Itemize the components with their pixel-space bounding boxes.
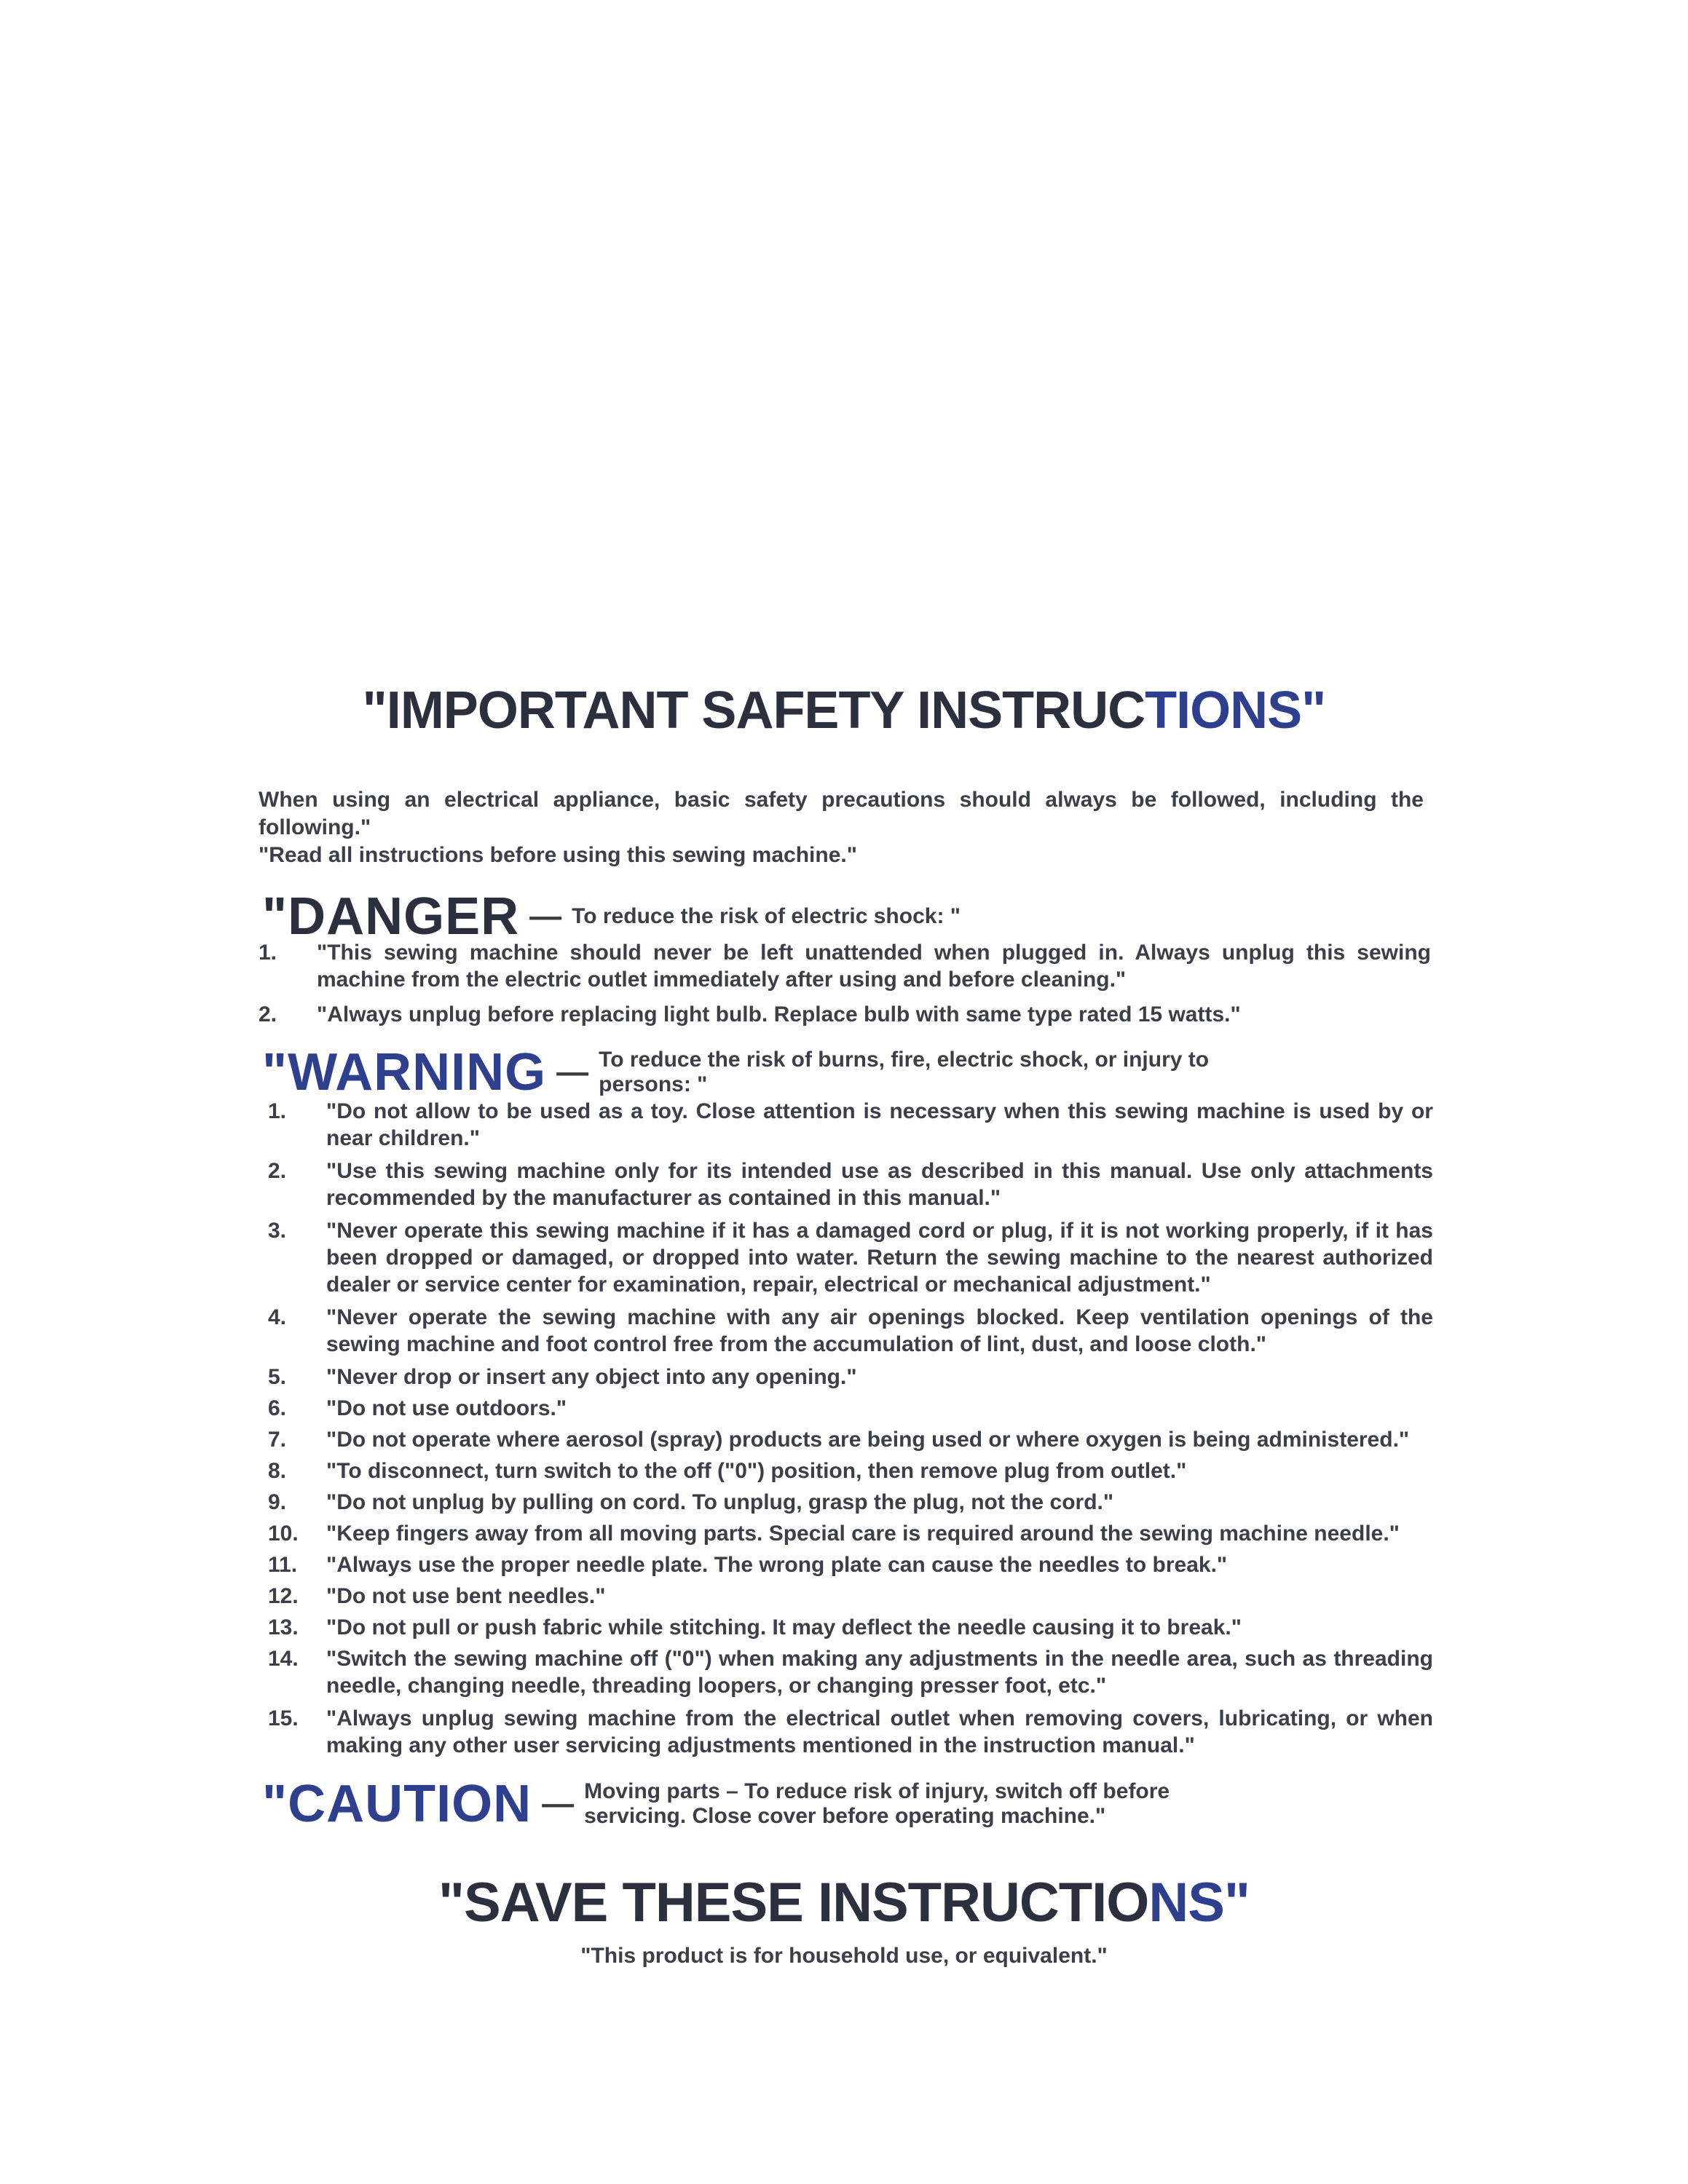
item-number: 2. xyxy=(259,1002,277,1026)
list-item xyxy=(259,1001,1431,1028)
item-number: 1. xyxy=(259,941,277,965)
danger-description: To reduce the risk of electric shock: " xyxy=(572,904,961,928)
item-number: 4. xyxy=(268,1305,287,1329)
item-text: "Always unplug before replacing light bulb. Replace bulb with same type rated 15 watts." xyxy=(317,1002,1241,1026)
list-item xyxy=(268,1489,1433,1516)
danger-heading: "DANGER xyxy=(262,887,520,946)
list-item xyxy=(268,1551,1433,1578)
item-number: 6. xyxy=(268,1396,287,1420)
item-number: 7. xyxy=(268,1428,287,1452)
item-number: 2. xyxy=(268,1159,287,1183)
title-main: "IMPORTANT SAFETY INSTRUC xyxy=(362,681,1145,740)
item-text: "Do not operate where aerosol (spray) products are being used or where oxygen is being administered." xyxy=(326,1428,1410,1452)
list-item xyxy=(268,1098,1433,1152)
intro-line-3: "Read all instructions before using this sewing machine." xyxy=(259,843,857,867)
list-item xyxy=(268,1158,1433,1211)
item-text: "Always use the proper needle plate. The wrong plate can cause the needles to break." xyxy=(326,1553,1228,1577)
warning-heading: "WARNING xyxy=(262,1043,547,1101)
caution-dash: — xyxy=(542,1786,575,1821)
item-number: 9. xyxy=(268,1490,287,1514)
caution-description: Moving parts – To reduce risk of injury, switch off before servicing. Close cover before operating machine." xyxy=(584,1779,1170,1828)
item-text: "Never operate the sewing machine with any air openings blocked. Keep ventilation openings of the sewing machine and foot control free from the accumulation of lint, dust, and loose cloth." xyxy=(326,1305,1433,1356)
item-text: "Never operate this sewing machine if it has a damaged cord or plug, if it is not working properly, if it has been dropped or damaged, or dropped into water. Return the sewing machine to the nearest authorized dealer or service center for examination, repair, electrical or mechanical adjustment." xyxy=(326,1219,1433,1297)
item-text: "To disconnect, turn switch to the off ("0") position, then remove plug from outlet." xyxy=(326,1459,1187,1483)
intro-paragraph xyxy=(259,786,1424,869)
item-number: 14. xyxy=(268,1647,299,1671)
caution-heading: "CAUTION xyxy=(262,1775,532,1833)
item-text: "Keep fingers away from all moving parts. Special care is required around the sewing machine needle." xyxy=(326,1522,1400,1546)
household-use-note: "This product is for household use, or equivalent." xyxy=(580,1944,1108,1968)
save-accent: NS" xyxy=(1148,1872,1250,1934)
item-text: "Do not use bent needles." xyxy=(326,1584,606,1608)
danger-header xyxy=(262,887,1515,946)
danger-dash: — xyxy=(529,898,562,934)
list-item xyxy=(268,1645,1433,1699)
item-text: "Use this sewing machine only for its intended use as described in this manual. Use only attachments recommended by the manufacturer as contained in this manual." xyxy=(326,1159,1433,1210)
item-text: "Never drop or insert any object into any opening." xyxy=(326,1365,857,1389)
page-title xyxy=(0,681,1688,740)
item-number: 1. xyxy=(268,1099,287,1123)
item-number: 11. xyxy=(268,1553,298,1577)
warning-header xyxy=(262,1042,1515,1102)
warning-dash: — xyxy=(556,1054,589,1090)
danger-list xyxy=(259,939,1431,1036)
item-text: "Always unplug sewing machine from the electrical outlet when removing covers, lubricating, or when making any other user servicing adjustments mentioned in the instruction manual." xyxy=(326,1706,1433,1757)
warning-list xyxy=(268,1098,1433,1765)
list-item xyxy=(268,1583,1433,1610)
item-number: 5. xyxy=(268,1365,287,1389)
list-item xyxy=(268,1217,1433,1298)
item-number: 8. xyxy=(268,1459,287,1483)
list-item xyxy=(268,1614,1433,1641)
item-text: "Do not pull or push fabric while stitching. It may deflect the needle causing it to break." xyxy=(326,1615,1242,1639)
item-text: "Do not unplug by pulling on cord. To unplug, grasp the plug, not the cord." xyxy=(326,1490,1114,1514)
caution-header xyxy=(262,1774,1515,1834)
intro-line-1: When using an electrical appliance, basic safety precautions should always be followed, including the xyxy=(259,788,1424,812)
list-item xyxy=(268,1520,1433,1547)
item-number: 10. xyxy=(268,1522,299,1546)
item-number: 15. xyxy=(268,1706,299,1730)
item-number: 3. xyxy=(268,1219,287,1243)
warning-description: To reduce the risk of burns, fire, electric shock, or injury to persons: " xyxy=(599,1048,1210,1096)
list-item xyxy=(268,1304,1433,1358)
list-item xyxy=(268,1395,1433,1422)
list-item xyxy=(268,1705,1433,1759)
intro-line-2: following." xyxy=(259,815,371,839)
item-text: "This sewing machine should never be left unattended when plugged in. Always unplug this sewing machine from the electric outlet immediately after using and before cleaning." xyxy=(317,941,1431,992)
list-item xyxy=(268,1457,1433,1484)
item-text: "Switch the sewing machine off ("0") when making any adjustments in the needle area, such as threading needle, changing needle, threading loopers, or changing presser foot, etc." xyxy=(326,1647,1433,1698)
save-main: "SAVE THESE INSTRUCTIO xyxy=(438,1872,1149,1934)
list-item xyxy=(268,1364,1433,1390)
item-text: "Do not allow to be used as a toy. Close attention is necessary when this sewing machine is used by or near children." xyxy=(326,1099,1433,1150)
item-text: "Do not use outdoors." xyxy=(326,1396,567,1420)
title-accent: TIONS" xyxy=(1145,681,1326,740)
list-item xyxy=(259,939,1431,993)
item-number: 12. xyxy=(268,1584,299,1608)
item-number: 13. xyxy=(268,1615,299,1639)
save-instructions-heading xyxy=(0,1871,1688,1934)
list-item xyxy=(268,1426,1433,1453)
